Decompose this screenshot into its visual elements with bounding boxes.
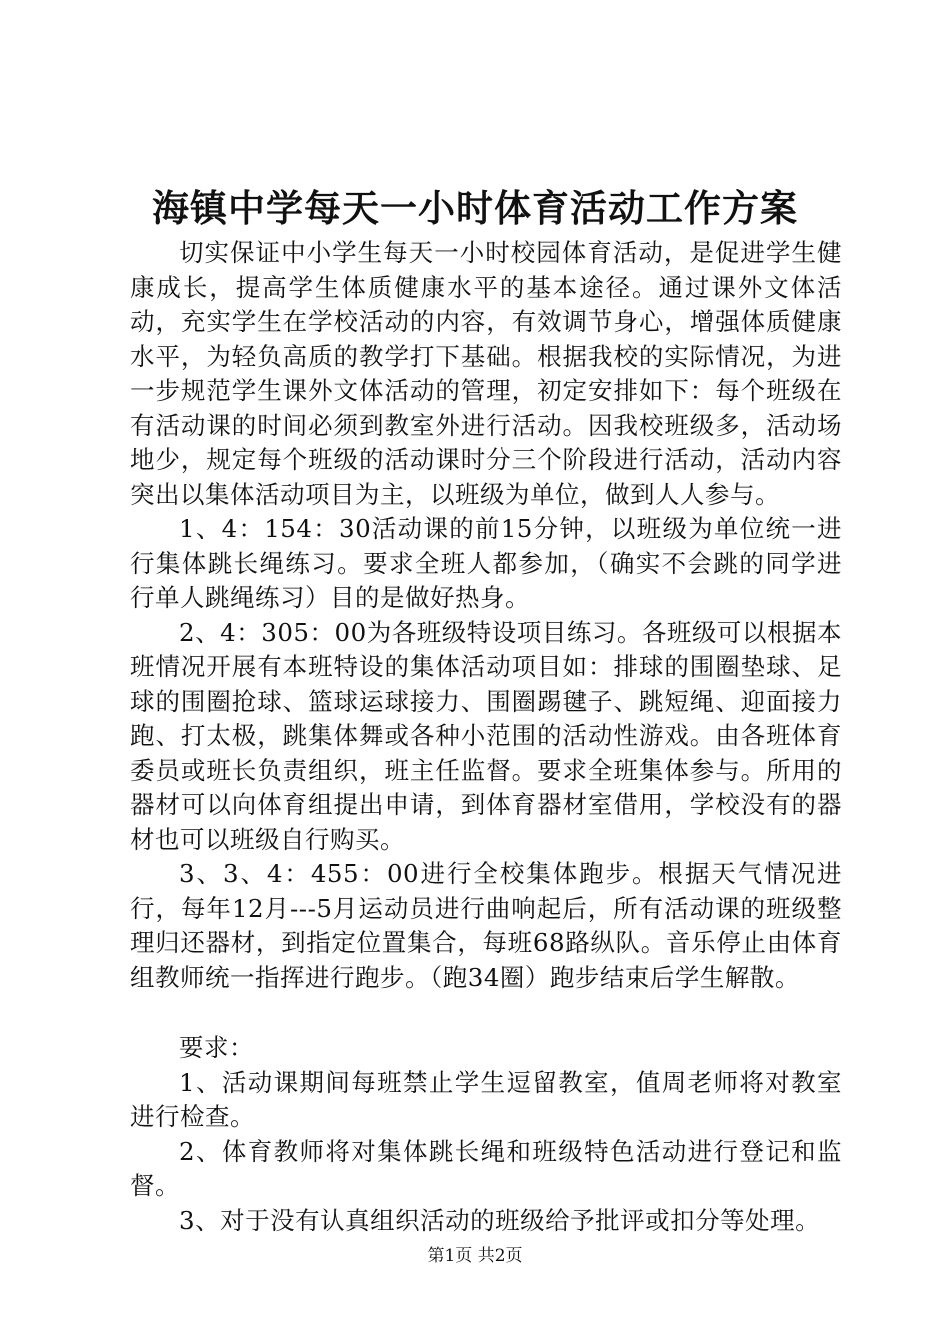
requirement-item: 2、体育教师将对集体跳长绳和班级特色活动进行登记和监督。: [130, 1136, 842, 1200]
step-paragraph: 3、3、4：455：00进行全校集体跑步。根据天气情况进行，每年12月---5月运动员进行曲响起后，所有活动课的班级整理归还器材，到指定位置集合，每班68路纵队。音乐停止由体育组教师统一指挥进行跑步。（跑34圈）跑步结束后学生解散。: [130, 859, 842, 992]
paragraph-spacer: [130, 995, 842, 1031]
requirement-item: 3、对于没有认真组织活动的班级给予批评或扣分等处理。: [179, 1205, 821, 1235]
document-title: 海镇中学每天一小时体育活动工作方案: [152, 186, 798, 230]
step-paragraph: 2、4：305：00为各班级特设项目练习。各班级可以根据本班情况开展有本班特设的集体活动项目如：排球的围圈垫球、足球的围圈抢球、篮球运球接力、围圈踢毽子、跳短绳、迎面接力跑、打太极，跳集体舞或各种小范围的活动性游戏。由各班体育委员或班长负责组织，班主任监督。要求全班集体参与。所用的器材可以向体育组提出申请，到体育器材室借用，学校没有的器材也可以班级自行购买。: [130, 617, 842, 854]
step-paragraph: 1、4：154：30活动课的前15分钟，以班级为单位统一进行集体跳长绳练习。要求全班人都参加，（确实不会跳的同学进行单人跳绳练习）目的是做好热身。: [130, 514, 842, 612]
document-body: [130, 236, 842, 1238]
page-footer: 第1页 共2页: [427, 1246, 523, 1266]
intro-paragraph: 切实保证中小学生每天一小时校园体育活动，是促进学生健康成长，提高学生体质健康水平的基本途径。通过课外文体活动，充实学生在学校活动的内容，有效调节身心，增强体质健康水平，为轻负高质的教学打下基础。根据我校的实际情况，为进一步规范学生课外文体活动的管理，初定安排如下：每个班级在有活动课的时间必须到教室外进行活动。因我校班级多，活动场地少，规定每个班级的活动课时分三个阶段进行活动，活动内容突出以集体活动项目为主，以班级为单位，做到人人参与。: [130, 238, 842, 509]
requirements-heading: 要求：: [179, 1033, 254, 1062]
requirement-item: 1、活动课期间每班禁止学生逗留教室，值周老师将对教室进行检查。: [130, 1067, 842, 1131]
